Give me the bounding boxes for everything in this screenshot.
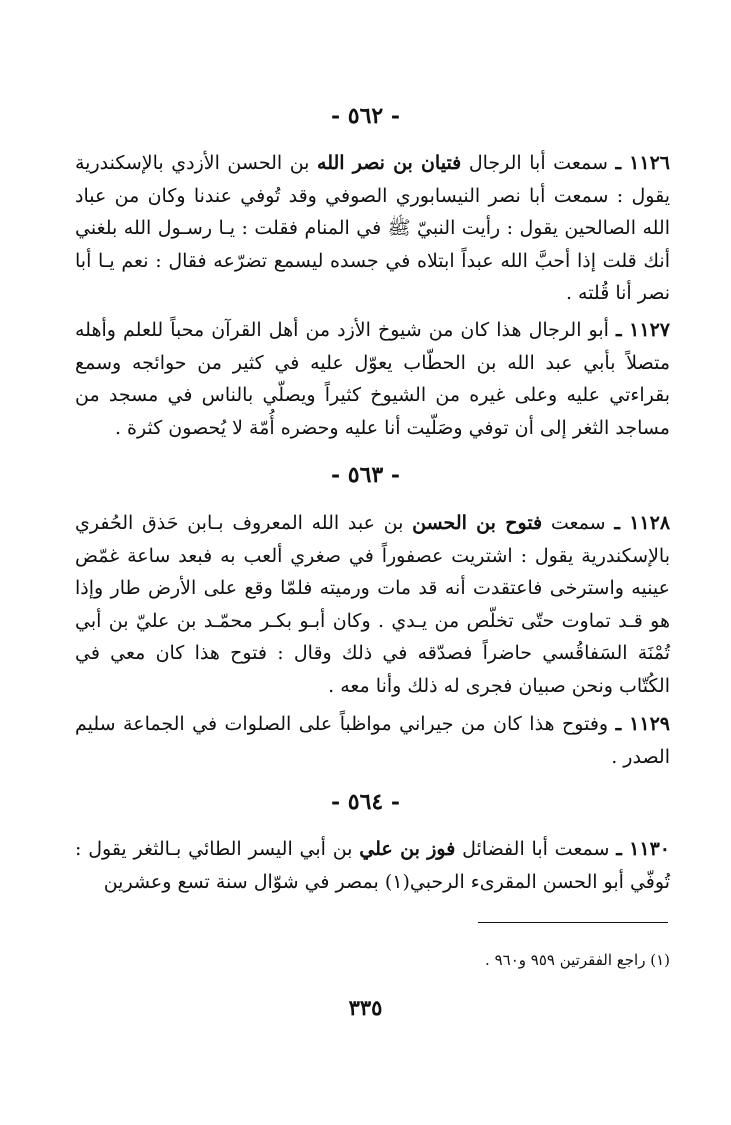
narrator-name: فوز بن علي — [359, 838, 456, 860]
section-header-564: - ٥٦٤ - — [330, 789, 401, 815]
paragraph-number: ١١٢٨ ـ — [614, 512, 671, 534]
narrator-name: فتوح بن الحسن — [412, 512, 543, 534]
section-header-562: - ٥٦٢ - — [330, 103, 401, 129]
paragraph-number: ١١٢٩ ـ — [615, 713, 670, 735]
paragraph-1128 — [75, 507, 670, 702]
paragraph-1126 — [75, 147, 670, 310]
paragraph-text: أبو الرجال هذا كان من شيوخ الأزد من أهل القرآن محباً للعلم وأهله متصلاً بأبي عبد الله بن الحطّاب يعوّل عليه في كثير من حوائجه وسمع بقراءتي عليه وعلى غيره من الشيوخ كثيراً ويصلّي بالناس في مسجد من مساجد الثغر إلى أن توفي وصَلّيت أنا عليه وحضره أُمّة لا يُحصون كثرة . — [75, 319, 670, 439]
paragraph-text: سمعت أبا الفضائل — [455, 838, 617, 860]
section-header-563: - ٥٦٣ - — [330, 462, 401, 488]
paragraph-number: ١١٣٠ ـ — [616, 838, 670, 860]
footnote-rule — [478, 922, 668, 923]
paragraph-text: سمعت أبا الرجال — [461, 152, 616, 174]
paragraph-text: وفتوح هذا كان من جيراني مواظباً على الصلوات في الجماعة سليم الصدر . — [75, 713, 670, 768]
paragraph-text: بن الحسن الأزدي بالإسكندرية يقول : سمعت أبا نصر النيسابوري الصوفي وقد تُوفي عندنا وكان من عباد الله الصالحين يقول : رأيت النبيّ ﷺ في المنام فقلت : يـا رسـول الله بلغني أنك قلت إذا أحبَّ الله عبداً ابتلاه في جسده ليسمع تضرّعه فقال : نعم يـا أبا نصر أنا قُلته . — [75, 152, 670, 304]
page-number: ٣٣٥ — [348, 995, 383, 1020]
paragraph-1127 — [75, 314, 670, 444]
paragraph-number: ١١٢٧ ـ — [615, 319, 670, 341]
paragraph-1130 — [75, 833, 670, 898]
paragraph-text: سمعت — [542, 512, 615, 534]
paragraph-number: ١١٢٦ ـ — [615, 152, 670, 174]
narrator-name: فتيان بن نصر الله — [317, 152, 462, 174]
paragraph-1129 — [75, 708, 670, 773]
paragraph-text: بن أبي اليسر الطائي بـالثغر يقول : تُوفّي أبو الحسن المقرىء الرحبي(١) بمصر في شوّال سنة تسع وعشرين — [75, 838, 670, 893]
footnote: (١) راجع الفقرتين ٩٥٩ و٩٦٠ . — [485, 951, 670, 969]
paragraph-text: بن عبد الله المعروف بـابن حَذق الحُفري بالإسكندرية يقول : اشتريت عصفوراً في صغري ألعب به فبعد ساعة غمّض عينيه واسترخى فاعتقدت أنه قد مات ورميته فلمّا وقع على الأرض طار وإذا هو قـد تماوت حتّى تخلّص من يـدي . وكان أبـو بكـر محمّـد بن عليّ بن أبي تُمْنَة السَفاقُسي حاضراً فصدّقه في ذلك وقال : فتوح هذا كان معي في الكُتّاب ونحن صبيان فجرى له ذلك وأنا معه . — [75, 512, 670, 697]
